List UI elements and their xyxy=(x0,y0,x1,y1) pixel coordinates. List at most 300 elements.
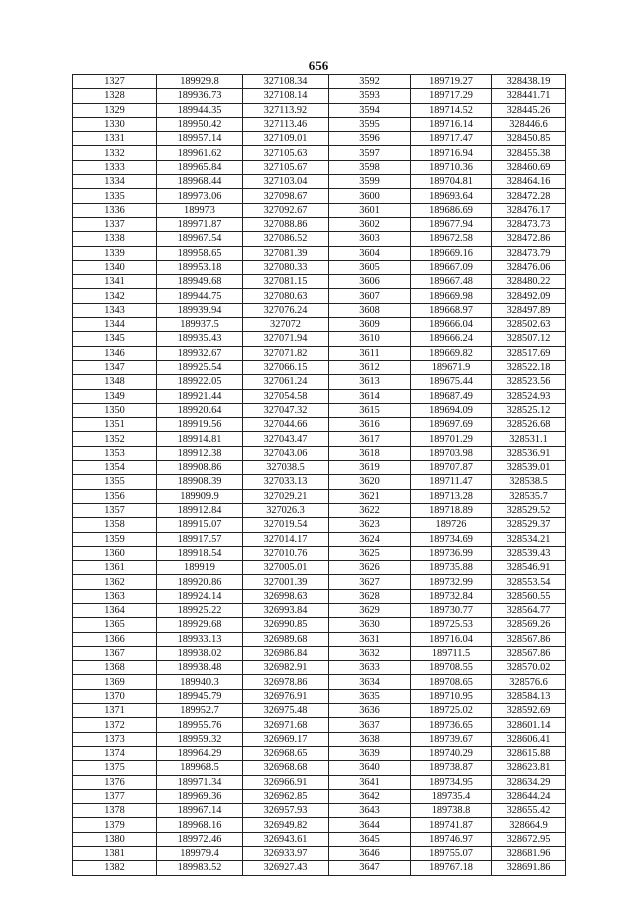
table-cell: 1382 xyxy=(73,861,157,875)
table-row xyxy=(73,718,566,732)
table-row xyxy=(73,132,566,146)
table-cell: 189959.32 xyxy=(157,732,243,746)
table-cell: 189666.04 xyxy=(411,318,492,332)
table-cell: 189968.16 xyxy=(157,818,243,832)
table-cell: 189708.55 xyxy=(411,661,492,675)
table-row xyxy=(73,461,566,475)
table-cell: 1351 xyxy=(73,418,157,432)
table-cell: 189667.48 xyxy=(411,275,492,289)
table-cell: 189961.62 xyxy=(157,146,243,160)
table-row xyxy=(73,160,566,174)
table-cell: 328473.73 xyxy=(492,217,566,231)
table-cell: 1366 xyxy=(73,632,157,646)
table-cell: 327108.14 xyxy=(243,89,329,103)
table-cell: 189716.14 xyxy=(411,117,492,131)
table-cell: 3624 xyxy=(329,532,411,546)
table-cell: 326966.91 xyxy=(243,775,329,789)
table-cell: 327092.67 xyxy=(243,203,329,217)
table-cell: 328460.69 xyxy=(492,160,566,174)
table-cell: 3619 xyxy=(329,461,411,475)
table-cell: 1331 xyxy=(73,132,157,146)
table-cell: 1369 xyxy=(73,675,157,689)
table-cell: 189738.8 xyxy=(411,804,492,818)
table-cell: 189716.94 xyxy=(411,146,492,160)
table-cell: 3605 xyxy=(329,260,411,274)
table-cell: 327071.94 xyxy=(243,332,329,346)
table-cell: 328564.77 xyxy=(492,603,566,617)
table-cell: 3606 xyxy=(329,275,411,289)
table-row xyxy=(73,375,566,389)
table-cell: 189734.95 xyxy=(411,775,492,789)
table-row xyxy=(73,246,566,260)
table-cell: 189967.54 xyxy=(157,232,243,246)
table-row xyxy=(73,646,566,660)
table-cell: 3623 xyxy=(329,518,411,532)
table-cell: 327076.24 xyxy=(243,303,329,317)
table-row xyxy=(73,403,566,417)
table-row xyxy=(73,789,566,803)
table-cell: 1340 xyxy=(73,260,157,274)
table-cell: 189914.81 xyxy=(157,432,243,446)
table-cell: 3604 xyxy=(329,246,411,260)
table-cell: 189973.06 xyxy=(157,189,243,203)
table-cell: 3613 xyxy=(329,375,411,389)
table-cell: 189935.43 xyxy=(157,332,243,346)
table-cell: 189736.99 xyxy=(411,546,492,560)
table-cell: 3642 xyxy=(329,789,411,803)
table-cell: 328531.1 xyxy=(492,432,566,446)
table-cell: 3617 xyxy=(329,432,411,446)
table-cell: 1350 xyxy=(73,403,157,417)
table-cell: 3612 xyxy=(329,360,411,374)
table-row xyxy=(73,761,566,775)
table-cell: 326943.61 xyxy=(243,832,329,846)
table-cell: 328691.86 xyxy=(492,861,566,875)
table-cell: 328464.16 xyxy=(492,175,566,189)
table-cell: 189693.64 xyxy=(411,189,492,203)
table-cell: 189968.5 xyxy=(157,761,243,775)
table-cell: 326986.84 xyxy=(243,646,329,660)
table-cell: 326971.68 xyxy=(243,718,329,732)
table-cell: 327014.17 xyxy=(243,532,329,546)
table-cell: 1370 xyxy=(73,689,157,703)
table-cell: 1349 xyxy=(73,389,157,403)
table-row xyxy=(73,432,566,446)
table-cell: 328450.85 xyxy=(492,132,566,146)
table-cell: 189725.53 xyxy=(411,618,492,632)
table-cell: 1330 xyxy=(73,117,157,131)
table-cell: 189672.58 xyxy=(411,232,492,246)
table-cell: 3626 xyxy=(329,561,411,575)
table-cell: 3620 xyxy=(329,475,411,489)
table-cell: 189718.89 xyxy=(411,503,492,517)
table-cell: 189717.47 xyxy=(411,132,492,146)
table-cell: 1345 xyxy=(73,332,157,346)
table-cell: 1359 xyxy=(73,532,157,546)
table-cell: 189912.84 xyxy=(157,503,243,517)
table-cell: 3616 xyxy=(329,418,411,432)
table-cell: 328569.26 xyxy=(492,618,566,632)
table-cell: 1367 xyxy=(73,646,157,660)
table-cell: 189909.9 xyxy=(157,489,243,503)
table-cell: 1372 xyxy=(73,718,157,732)
table-cell: 3615 xyxy=(329,403,411,417)
table-cell: 327103.04 xyxy=(243,175,329,189)
table-cell: 189920.86 xyxy=(157,575,243,589)
table-cell: 328539.43 xyxy=(492,546,566,560)
table-row xyxy=(73,275,566,289)
table-cell: 328570.02 xyxy=(492,661,566,675)
table-cell: 189972.46 xyxy=(157,832,243,846)
table-cell: 328455.38 xyxy=(492,146,566,160)
table-cell: 189708.65 xyxy=(411,675,492,689)
table-cell: 3602 xyxy=(329,217,411,231)
table-cell: 1362 xyxy=(73,575,157,589)
table-cell: 328576.6 xyxy=(492,675,566,689)
table-cell: 3608 xyxy=(329,303,411,317)
table-row xyxy=(73,804,566,818)
table-cell: 328522.18 xyxy=(492,360,566,374)
table-cell: 3627 xyxy=(329,575,411,589)
table-cell: 326968.68 xyxy=(243,761,329,775)
table-cell: 189939.94 xyxy=(157,303,243,317)
table-cell: 189739.67 xyxy=(411,732,492,746)
table-cell: 189666.24 xyxy=(411,332,492,346)
table-cell: 189701.29 xyxy=(411,432,492,446)
table-cell: 189979.4 xyxy=(157,847,243,861)
table-cell: 189945.79 xyxy=(157,689,243,703)
table-cell: 327044.66 xyxy=(243,418,329,432)
table-cell: 327061.24 xyxy=(243,375,329,389)
table-cell: 189925.54 xyxy=(157,360,243,374)
table-cell: 189912.38 xyxy=(157,446,243,460)
table-cell: 1341 xyxy=(73,275,157,289)
table-cell: 189925.22 xyxy=(157,603,243,617)
table-cell: 328497.89 xyxy=(492,303,566,317)
table-cell: 189958.65 xyxy=(157,246,243,260)
table-cell: 1356 xyxy=(73,489,157,503)
table-cell: 1378 xyxy=(73,804,157,818)
table-cell: 328681.96 xyxy=(492,847,566,861)
table-cell: 189735.88 xyxy=(411,561,492,575)
table-row xyxy=(73,203,566,217)
table-cell: 328664.9 xyxy=(492,818,566,832)
table-cell: 328553.54 xyxy=(492,575,566,589)
table-row xyxy=(73,518,566,532)
table-cell: 3609 xyxy=(329,318,411,332)
table-cell: 1327 xyxy=(73,75,157,89)
table-cell: 328567.86 xyxy=(492,646,566,660)
table-cell: 189929.8 xyxy=(157,75,243,89)
table-cell: 326933.97 xyxy=(243,847,329,861)
table-cell: 189704.81 xyxy=(411,175,492,189)
table-row xyxy=(73,503,566,517)
table-cell: 189971.87 xyxy=(157,217,243,231)
table-cell: 3645 xyxy=(329,832,411,846)
table-cell: 326998.63 xyxy=(243,589,329,603)
table-cell: 326927.43 xyxy=(243,861,329,875)
table-row xyxy=(73,175,566,189)
table-cell: 189671.9 xyxy=(411,360,492,374)
table-cell: 189938.02 xyxy=(157,646,243,660)
table-cell: 189908.39 xyxy=(157,475,243,489)
table-cell: 326982.91 xyxy=(243,661,329,675)
table-cell: 1346 xyxy=(73,346,157,360)
table-cell: 3618 xyxy=(329,446,411,460)
table-cell: 189703.98 xyxy=(411,446,492,460)
table-cell: 189917.57 xyxy=(157,532,243,546)
table-cell: 3607 xyxy=(329,289,411,303)
table-cell: 189919 xyxy=(157,561,243,575)
table-cell: 1354 xyxy=(73,461,157,475)
table-cell: 189675.44 xyxy=(411,375,492,389)
table-cell: 189967.14 xyxy=(157,804,243,818)
table-cell: 1332 xyxy=(73,146,157,160)
table-cell: 1381 xyxy=(73,847,157,861)
table-cell: 3640 xyxy=(329,761,411,775)
table-cell: 328539.01 xyxy=(492,461,566,475)
table-cell: 189938.48 xyxy=(157,661,243,675)
table-row xyxy=(73,89,566,103)
table-cell: 3611 xyxy=(329,346,411,360)
coordinates-table-body xyxy=(73,75,566,876)
table-cell: 189924.14 xyxy=(157,589,243,603)
table-cell: 3635 xyxy=(329,689,411,703)
table-cell: 189922.05 xyxy=(157,375,243,389)
table-row xyxy=(73,746,566,760)
table-cell: 1374 xyxy=(73,746,157,760)
table-cell: 328446.6 xyxy=(492,117,566,131)
table-cell: 189694.09 xyxy=(411,403,492,417)
table-cell: 328529.37 xyxy=(492,518,566,532)
table-row xyxy=(73,775,566,789)
table-cell: 327043.47 xyxy=(243,432,329,446)
table-cell: 189955.76 xyxy=(157,718,243,732)
table-cell: 1338 xyxy=(73,232,157,246)
table-cell: 189937.5 xyxy=(157,318,243,332)
table-cell: 3637 xyxy=(329,718,411,732)
table-cell: 3600 xyxy=(329,189,411,203)
table-row xyxy=(73,632,566,646)
table-row xyxy=(73,661,566,675)
table-cell: 328492.09 xyxy=(492,289,566,303)
table-cell: 189697.69 xyxy=(411,418,492,432)
table-cell: 189738.87 xyxy=(411,761,492,775)
table-row xyxy=(73,689,566,703)
table-cell: 328524.93 xyxy=(492,389,566,403)
table-cell: 189711.5 xyxy=(411,646,492,660)
table-cell: 1353 xyxy=(73,446,157,460)
table-cell: 189755.07 xyxy=(411,847,492,861)
table-row xyxy=(73,675,566,689)
table-cell: 189735.4 xyxy=(411,789,492,803)
table-cell: 189971.34 xyxy=(157,775,243,789)
table-cell: 3593 xyxy=(329,89,411,103)
table-cell: 1344 xyxy=(73,318,157,332)
table-cell: 189973 xyxy=(157,203,243,217)
table-cell: 1336 xyxy=(73,203,157,217)
table-cell: 3631 xyxy=(329,632,411,646)
table-cell: 1363 xyxy=(73,589,157,603)
table-cell: 3633 xyxy=(329,661,411,675)
table-row xyxy=(73,289,566,303)
table-cell: 327080.63 xyxy=(243,289,329,303)
table-cell: 328472.28 xyxy=(492,189,566,203)
table-row xyxy=(73,217,566,231)
table-cell: 189714.52 xyxy=(411,103,492,117)
table-cell: 189952.7 xyxy=(157,704,243,718)
table-cell: 327113.92 xyxy=(243,103,329,117)
table-cell: 189740.29 xyxy=(411,746,492,760)
table-cell: 189725.02 xyxy=(411,704,492,718)
table-cell: 327047.32 xyxy=(243,403,329,417)
table-cell: 328526.68 xyxy=(492,418,566,432)
table-cell: 328536.91 xyxy=(492,446,566,460)
table-cell: 189920.64 xyxy=(157,403,243,417)
table-cell: 1347 xyxy=(73,360,157,374)
table-row xyxy=(73,117,566,131)
table-cell: 1371 xyxy=(73,704,157,718)
table-cell: 328480.22 xyxy=(492,275,566,289)
table-cell: 3641 xyxy=(329,775,411,789)
table-cell: 189707.87 xyxy=(411,461,492,475)
table-cell: 3614 xyxy=(329,389,411,403)
table-cell: 3638 xyxy=(329,732,411,746)
table-cell: 328523.56 xyxy=(492,375,566,389)
table-cell: 189929.68 xyxy=(157,618,243,632)
table-cell: 1337 xyxy=(73,217,157,231)
table-cell: 327010.76 xyxy=(243,546,329,560)
table-cell: 189719.27 xyxy=(411,75,492,89)
table-cell: 327108.34 xyxy=(243,75,329,89)
table-cell: 327098.67 xyxy=(243,189,329,203)
table-cell: 326957.93 xyxy=(243,804,329,818)
table-row xyxy=(73,103,566,117)
coordinates-table xyxy=(72,74,566,876)
table-cell: 327080.33 xyxy=(243,260,329,274)
table-cell: 189767.18 xyxy=(411,861,492,875)
table-cell: 3603 xyxy=(329,232,411,246)
table-cell: 189921.44 xyxy=(157,389,243,403)
table-cell: 326990.85 xyxy=(243,618,329,632)
table-cell: 328473.79 xyxy=(492,246,566,260)
table-cell: 1329 xyxy=(73,103,157,117)
table-cell: 189746.97 xyxy=(411,832,492,846)
table-cell: 1352 xyxy=(73,432,157,446)
table-cell: 328472.86 xyxy=(492,232,566,246)
table-cell: 1380 xyxy=(73,832,157,846)
table-cell: 3636 xyxy=(329,704,411,718)
table-cell: 1365 xyxy=(73,618,157,632)
table-row xyxy=(73,832,566,846)
table-cell: 3629 xyxy=(329,603,411,617)
table-cell: 1333 xyxy=(73,160,157,174)
table-cell: 189732.84 xyxy=(411,589,492,603)
table-cell: 189716.04 xyxy=(411,632,492,646)
table-row xyxy=(73,232,566,246)
table-cell: 1373 xyxy=(73,732,157,746)
table-cell: 327109.01 xyxy=(243,132,329,146)
table-cell: 327005.01 xyxy=(243,561,329,575)
table-cell: 189711.47 xyxy=(411,475,492,489)
table-cell: 328534.21 xyxy=(492,532,566,546)
table-cell: 189933.13 xyxy=(157,632,243,646)
table-cell: 189936.73 xyxy=(157,89,243,103)
table-cell: 189669.98 xyxy=(411,289,492,303)
page-number: 656 xyxy=(308,58,329,73)
table-cell: 3596 xyxy=(329,132,411,146)
table-cell: 189919.56 xyxy=(157,418,243,432)
table-row xyxy=(73,532,566,546)
table-cell: 189726 xyxy=(411,518,492,532)
table-cell: 189717.29 xyxy=(411,89,492,103)
table-row xyxy=(73,589,566,603)
table-row xyxy=(73,546,566,560)
table-cell: 189741.87 xyxy=(411,818,492,832)
table-cell: 189983.52 xyxy=(157,861,243,875)
table-cell: 1334 xyxy=(73,175,157,189)
table-cell: 189736.65 xyxy=(411,718,492,732)
table-cell: 328502.63 xyxy=(492,318,566,332)
table-cell: 3599 xyxy=(329,175,411,189)
table-row xyxy=(73,847,566,861)
table-cell: 189677.94 xyxy=(411,217,492,231)
table-cell: 189944.35 xyxy=(157,103,243,117)
table-cell: 3647 xyxy=(329,861,411,875)
table-cell: 1355 xyxy=(73,475,157,489)
table-cell: 328601.14 xyxy=(492,718,566,732)
table-cell: 1375 xyxy=(73,761,157,775)
table-cell: 189686.69 xyxy=(411,203,492,217)
table-cell: 1339 xyxy=(73,246,157,260)
table-row xyxy=(73,618,566,632)
table-cell: 189710.36 xyxy=(411,160,492,174)
table-row xyxy=(73,603,566,617)
table-cell: 328606.41 xyxy=(492,732,566,746)
table-cell: 327105.67 xyxy=(243,160,329,174)
table-cell: 328438.19 xyxy=(492,75,566,89)
table-cell: 189949.68 xyxy=(157,275,243,289)
table-cell: 327043.06 xyxy=(243,446,329,460)
table-cell: 328560.55 xyxy=(492,589,566,603)
table-row xyxy=(73,704,566,718)
table-cell: 189713.28 xyxy=(411,489,492,503)
table-cell: 328644.24 xyxy=(492,789,566,803)
table-cell: 327001.39 xyxy=(243,575,329,589)
table-cell: 189732.99 xyxy=(411,575,492,589)
table-cell: 189932.67 xyxy=(157,346,243,360)
table-cell: 189667.09 xyxy=(411,260,492,274)
table-cell: 189957.14 xyxy=(157,132,243,146)
table-cell: 1368 xyxy=(73,661,157,675)
table-cell: 189944.75 xyxy=(157,289,243,303)
table-cell: 327105.63 xyxy=(243,146,329,160)
table-cell: 3621 xyxy=(329,489,411,503)
table-cell: 328615.88 xyxy=(492,746,566,760)
table-row xyxy=(73,189,566,203)
table-cell: 328529.52 xyxy=(492,503,566,517)
table-cell: 327072 xyxy=(243,318,329,332)
table-cell: 328517.69 xyxy=(492,346,566,360)
table-cell: 328584.13 xyxy=(492,689,566,703)
table-cell: 3598 xyxy=(329,160,411,174)
table-cell: 326993.84 xyxy=(243,603,329,617)
table-cell: 326962.85 xyxy=(243,789,329,803)
table-cell: 3601 xyxy=(329,203,411,217)
table-cell: 327019.54 xyxy=(243,518,329,532)
table-cell: 3630 xyxy=(329,618,411,632)
table-cell: 328535.7 xyxy=(492,489,566,503)
